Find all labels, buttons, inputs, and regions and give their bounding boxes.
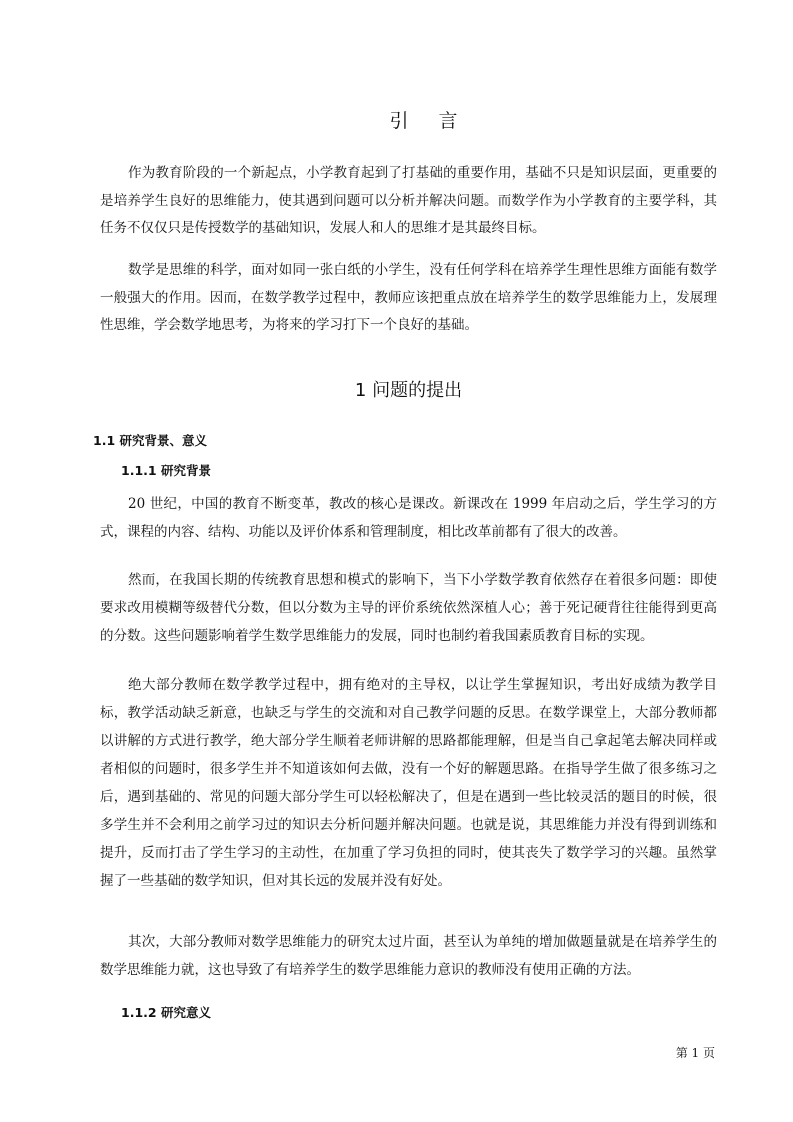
- intro-paragraph-1: 作为教育阶段的一个新起点，小学教育起到了打基础的重要作用，基础不只是知识层面，更重要的是培养学生良好的思维能力，使其遇到问题可以分析并解决问题。而数学作为小学教育的主要学科，其任务不仅仅只是传授数学的基础知识，发展人和人的思维才是其最终目标。: [100, 165, 717, 236]
- intro-title: 引言: [389, 110, 488, 132]
- page-number: 第 1 页: [675, 1046, 715, 1060]
- background-paragraph-4: 其次，大部分教师对数学思维能力的研究太过片面，甚至认为单纯的增加做题量就是在培养学生的数学思维能力就，这也导致了有培养学生的数学思维能力意识的教师没有使用正确的方法。: [100, 934, 717, 978]
- section-1-1-1-heading: 1.1.1 研究背景: [121, 463, 211, 478]
- background-paragraph-3: 绝大部分教师在数学教学过程中，拥有绝对的主导权，以让学生掌握知识，考出好成绩为教学目标，教学活动缺乏新意，也缺乏与学生的交流和对自己教学问题的反思。在数学课堂上，大部分教师都以讲解的方式进行教学，绝大部分学生顺着老师讲解的思路都能理解，但是当自己拿起笔去解决同样或者相似的问题时，很多学生并不知道该如何去做，没有一个好的解题思路。在指导学生做了很多练习之后，遇到基础的、常见的问题大部分学生可以轻松解决了，但是在遇到一些比较灵活的题目的时候，很多学生并不会利用之前学习过的知识去分析问题并解决问题。也就是说，其思维能力并没有得到训练和提升，反而打击了学生学习的主动性，在加重了学习负担的同时，使其丧失了数学学习的兴趣。虽然掌握了一些基础的数学知识，但对其长远的发展并没有好处。: [100, 677, 717, 889]
- section-1-1-2-heading: 1.1.2 研究意义: [121, 1005, 211, 1020]
- section-1-1-heading: 1.1 研究背景、意义: [93, 433, 207, 448]
- chapter-1-title: 1 问题的提出: [354, 380, 463, 401]
- background-paragraph-1: 20 世纪，中国的教育不断变革，教改的核心是课改。新课改在 1999 年启动之后，学生学习的方式，课程的内容、结构、功能以及评价体系和管理制度，相比改革前都有了很大的改善。: [100, 496, 717, 540]
- background-paragraph-2: 然而，在我国长期的传统教育思想和模式的影响下，当下小学数学教育依然存在着很多问题：即使要求改用模糊等级替代分数，但以分数为主导的评价系统依然深植人心；善于死记硬背往往能得到更高的分数。这些问题影响着学生数学思维能力的发展，同时也制约着我国素质教育目标的实现。: [100, 572, 717, 644]
- intro-paragraph-2: 数学是思维的科学，面对如同一张白纸的小学生，没有任何学科在培养学生理性思维方面能有数学一般强大的作用。因而，在数学教学过程中，教师应该把重点放在培养学生的数学思维能力上，发展理性思维，学会数学地思考，为将来的学习打下一个良好的基础。: [100, 262, 717, 333]
